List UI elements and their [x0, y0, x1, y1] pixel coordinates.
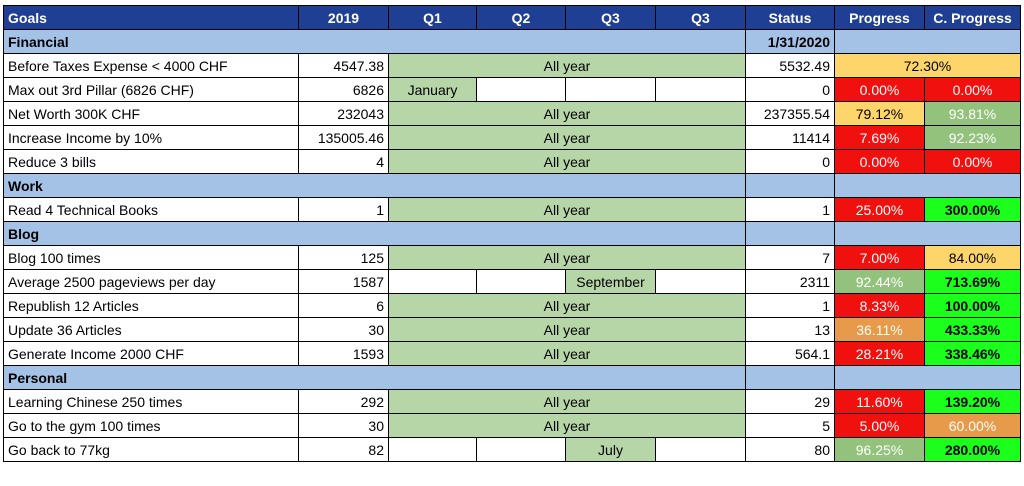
value-2019-cell[interactable]: 4547.38 — [299, 54, 389, 78]
c-progress-cell[interactable]: 433.33% — [925, 318, 1021, 342]
all-year-cell[interactable]: All year — [389, 54, 746, 78]
quarter-3-cell[interactable]: September — [566, 270, 656, 294]
header-goals[interactable]: Goals — [4, 6, 299, 30]
progress-cell[interactable]: 28.21% — [835, 342, 925, 366]
c-progress-cell[interactable]: 139.20% — [925, 390, 1021, 414]
goal-row — [4, 270, 1021, 294]
quarter-3-cell[interactable] — [566, 78, 656, 102]
value-2019-cell[interactable]: 4 — [299, 150, 389, 174]
progress-cell[interactable]: 7.00% — [835, 246, 925, 270]
progress-cell[interactable]: 8.33% — [835, 294, 925, 318]
section-progress-cell[interactable] — [835, 366, 1021, 390]
c-progress-cell[interactable]: 100.00% — [925, 294, 1021, 318]
status-date[interactable]: 1/31/2020 — [746, 30, 835, 54]
value-2019-cell[interactable]: 125 — [299, 246, 389, 270]
status-cell[interactable]: 5532.49 — [746, 54, 835, 78]
all-year-cell[interactable]: All year — [389, 318, 746, 342]
section-title[interactable]: Financial — [4, 30, 746, 54]
status-cell[interactable]: 237355.54 — [746, 102, 835, 126]
c-progress-cell[interactable]: 280.00% — [925, 438, 1021, 462]
section-progress-cell[interactable] — [835, 174, 1021, 198]
quarter-1-cell[interactable]: January — [389, 78, 477, 102]
value-2019-cell[interactable]: 30 — [299, 414, 389, 438]
value-2019-cell[interactable]: 1593 — [299, 342, 389, 366]
value-2019-cell[interactable]: 232043 — [299, 102, 389, 126]
section-row-work — [4, 174, 1021, 198]
goal-name-cell[interactable]: Increase Income by 10% — [4, 126, 299, 150]
value-2019-cell[interactable]: 135005.46 — [299, 126, 389, 150]
goal-name-cell[interactable]: Generate Income 2000 CHF — [4, 342, 299, 366]
header-status[interactable]: Status — [746, 6, 835, 30]
goal-name-cell[interactable]: Read 4 Technical Books — [4, 198, 299, 222]
quarter-4-cell[interactable] — [656, 270, 746, 294]
goal-name-cell[interactable]: Before Taxes Expense < 4000 CHF — [4, 54, 299, 78]
all-year-cell[interactable]: All year — [389, 198, 746, 222]
status-cell[interactable]: 2311 — [746, 270, 835, 294]
all-year-cell[interactable]: All year — [389, 150, 746, 174]
goal-row — [4, 342, 1021, 366]
progress-cell[interactable]: 72.30% — [835, 54, 1021, 78]
header-q1[interactable]: Q1 — [389, 6, 477, 30]
section-status-cell[interactable] — [746, 174, 835, 198]
status-cell[interactable]: 1 — [746, 294, 835, 318]
goal-name-cell[interactable]: Go back to 77kg — [4, 438, 299, 462]
goal-name-cell[interactable]: Blog 100 times — [4, 246, 299, 270]
goal-row — [4, 294, 1021, 318]
status-cell[interactable]: 564.1 — [746, 342, 835, 366]
progress-cell[interactable]: 11.60% — [835, 390, 925, 414]
c-progress-cell[interactable]: 300.00% — [925, 198, 1021, 222]
goals-table — [3, 5, 1021, 462]
goal-row — [4, 54, 1021, 78]
section-status-cell[interactable] — [746, 366, 835, 390]
header-2019[interactable]: 2019 — [299, 6, 389, 30]
goal-row — [4, 246, 1021, 270]
section-row-blog — [4, 222, 1021, 246]
section-row-personal — [4, 366, 1021, 390]
header-progress[interactable]: Progress — [835, 6, 925, 30]
header-q4[interactable]: Q3 — [656, 6, 746, 30]
goal-name-cell[interactable]: Reduce 3 bills — [4, 150, 299, 174]
section-title[interactable]: Personal — [4, 366, 746, 390]
progress-cell[interactable]: 0.00% — [835, 150, 925, 174]
section-title[interactable]: Blog — [4, 222, 746, 246]
quarter-4-cell[interactable] — [656, 438, 746, 462]
goal-name-cell[interactable]: Go to the gym 100 times — [4, 414, 299, 438]
status-cell[interactable]: 7 — [746, 246, 835, 270]
goal-row — [4, 78, 1021, 102]
quarter-2-cell[interactable] — [477, 270, 566, 294]
header-q3[interactable]: Q3 — [566, 6, 656, 30]
all-year-cell[interactable]: All year — [389, 342, 746, 366]
value-2019-cell[interactable]: 1587 — [299, 270, 389, 294]
c-progress-cell[interactable]: 60.00% — [925, 414, 1021, 438]
c-progress-cell[interactable]: 0.00% — [925, 150, 1021, 174]
goal-row — [4, 126, 1021, 150]
progress-cell[interactable]: 5.00% — [835, 414, 925, 438]
goal-name-cell[interactable]: Net Worth 300K CHF — [4, 102, 299, 126]
goal-name-cell[interactable]: Learning Chinese 250 times — [4, 390, 299, 414]
goal-name-cell[interactable]: Republish 12 Articles — [4, 294, 299, 318]
c-progress-cell[interactable]: 338.46% — [925, 342, 1021, 366]
header-row — [4, 6, 1021, 30]
quarter-1-cell[interactable] — [389, 438, 477, 462]
goal-row — [4, 150, 1021, 174]
progress-cell[interactable]: 92.44% — [835, 270, 925, 294]
c-progress-cell[interactable]: 84.00% — [925, 246, 1021, 270]
goal-row — [4, 102, 1021, 126]
c-progress-cell[interactable]: 93.81% — [925, 102, 1021, 126]
status-cell[interactable]: 5 — [746, 414, 835, 438]
all-year-cell[interactable]: All year — [389, 390, 746, 414]
goal-row — [4, 414, 1021, 438]
quarter-3-cell[interactable]: July — [566, 438, 656, 462]
progress-cell[interactable]: 7.69% — [835, 126, 925, 150]
all-year-cell[interactable]: All year — [389, 294, 746, 318]
c-progress-cell[interactable]: 713.69% — [925, 270, 1021, 294]
progress-cell[interactable]: 96.25% — [835, 438, 925, 462]
progress-cell[interactable]: 25.00% — [835, 198, 925, 222]
section-row-financial — [4, 30, 1021, 54]
c-progress-cell[interactable]: 0.00% — [925, 78, 1021, 102]
goal-name-cell[interactable]: Average 2500 pageviews per day — [4, 270, 299, 294]
header-c-progress[interactable]: C. Progress — [925, 6, 1021, 30]
progress-cell[interactable]: 36.11% — [835, 318, 925, 342]
goal-row — [4, 390, 1021, 414]
goal-row — [4, 198, 1021, 222]
quarter-2-cell[interactable] — [477, 438, 566, 462]
quarter-4-cell[interactable] — [656, 78, 746, 102]
value-2019-cell[interactable]: 1 — [299, 198, 389, 222]
goal-name-cell[interactable]: Max out 3rd Pillar (6826 CHF) — [4, 78, 299, 102]
status-cell[interactable]: 1 — [746, 198, 835, 222]
status-cell[interactable]: 0 — [746, 78, 835, 102]
section-progress-cell[interactable] — [835, 222, 1021, 246]
value-2019-cell[interactable]: 6 — [299, 294, 389, 318]
all-year-cell[interactable]: All year — [389, 126, 746, 150]
status-cell[interactable]: 13 — [746, 318, 835, 342]
progress-cell[interactable]: 0.00% — [835, 78, 925, 102]
section-status-cell[interactable] — [746, 222, 835, 246]
goal-row — [4, 438, 1021, 462]
status-cell[interactable]: 29 — [746, 390, 835, 414]
progress-cell[interactable]: 79.12% — [835, 102, 925, 126]
all-year-cell[interactable]: All year — [389, 414, 746, 438]
goal-name-cell[interactable]: Update 36 Articles — [4, 318, 299, 342]
quarter-2-cell[interactable] — [477, 78, 566, 102]
section-title[interactable]: Work — [4, 174, 746, 198]
status-cell[interactable]: 11414 — [746, 126, 835, 150]
goal-row — [4, 318, 1021, 342]
c-progress-cell[interactable]: 92.23% — [925, 126, 1021, 150]
quarter-1-cell[interactable] — [389, 270, 477, 294]
status-cell[interactable]: 80 — [746, 438, 835, 462]
all-year-cell[interactable]: All year — [389, 102, 746, 126]
status-cell[interactable]: 0 — [746, 150, 835, 174]
value-2019-cell[interactable]: 30 — [299, 318, 389, 342]
value-2019-cell[interactable]: 6826 — [299, 78, 389, 102]
section-progress-cell[interactable] — [835, 30, 1021, 54]
all-year-cell[interactable]: All year — [389, 246, 746, 270]
value-2019-cell[interactable]: 292 — [299, 390, 389, 414]
header-q2[interactable]: Q2 — [477, 6, 566, 30]
value-2019-cell[interactable]: 82 — [299, 438, 389, 462]
